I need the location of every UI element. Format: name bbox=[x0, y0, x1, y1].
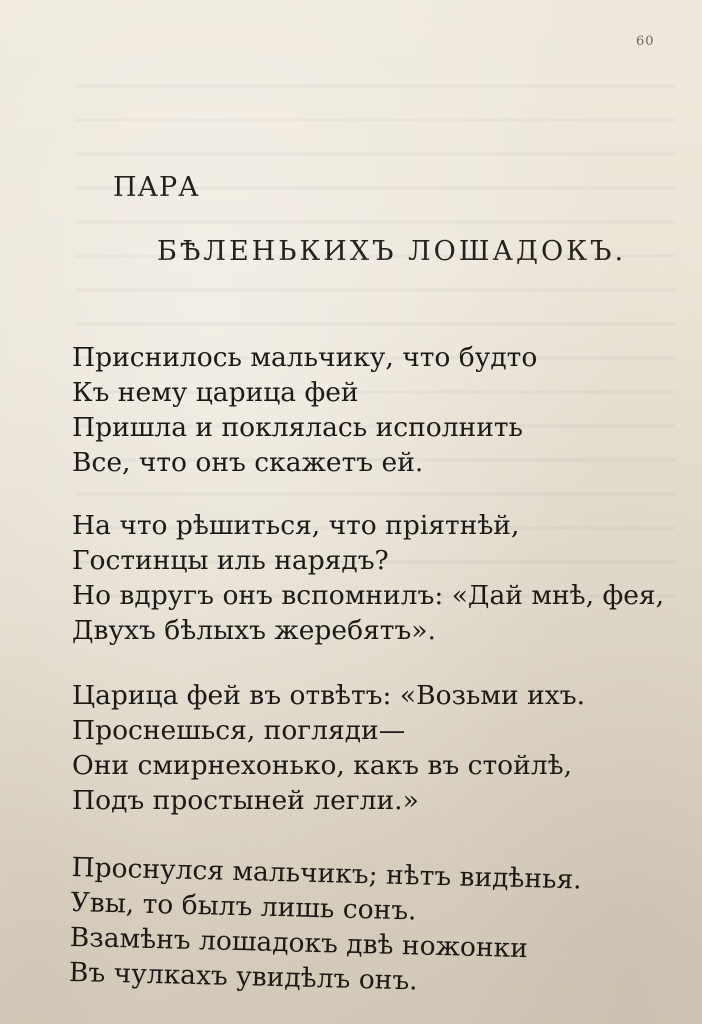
verse-line: Проснулся мальчикъ; нѣтъ видѣнья. bbox=[71, 851, 583, 896]
verse-line: Гостинцы иль нарядъ? bbox=[72, 545, 389, 576]
stanza-4 bbox=[69, 850, 692, 1005]
verse-line: На что рѣшиться, что пріятнѣй, bbox=[72, 510, 520, 541]
stanza-1 bbox=[72, 340, 692, 480]
verse-line: Увы, то былъ лишь сонъ. bbox=[70, 886, 417, 927]
page-number: 60 bbox=[636, 34, 655, 49]
verse-line: Приснилось мальчику, что будто bbox=[72, 342, 538, 373]
poem-title-line-1: ПАРА bbox=[113, 172, 200, 203]
stanza-3 bbox=[72, 678, 692, 818]
verse-line: Царица фей въ отвѣтъ: «Возьми ихъ. bbox=[72, 680, 586, 711]
verse-line: Подъ простыней легли.» bbox=[72, 785, 419, 816]
verse-line: Пришла и поклялась исполнить bbox=[72, 412, 523, 443]
poem-title-line-2: БѢЛЕНЬКИХЪ ЛОШАДОКЪ. bbox=[157, 236, 627, 267]
stanza-2 bbox=[72, 508, 692, 648]
verse-line: Все, что онъ скажетъ ей. bbox=[72, 447, 424, 478]
verse-line: Проснешься, погляди— bbox=[72, 715, 406, 746]
verse-line: Въ чулкахъ увидѣлъ онъ. bbox=[68, 956, 419, 997]
verse-line: Къ нему царица фей bbox=[72, 377, 359, 408]
verse-line: Но вдругъ онъ вспомнилъ: «Дай мнѣ, фея, bbox=[72, 580, 665, 611]
verse-line: Взамѣнъ лошадокъ двѣ ножонки bbox=[69, 921, 529, 965]
verse-line: Они смирнехонько, какъ въ стойлѣ, bbox=[72, 750, 573, 781]
verse-line: Двухъ бѣлыхъ жеребятъ». bbox=[72, 615, 436, 646]
